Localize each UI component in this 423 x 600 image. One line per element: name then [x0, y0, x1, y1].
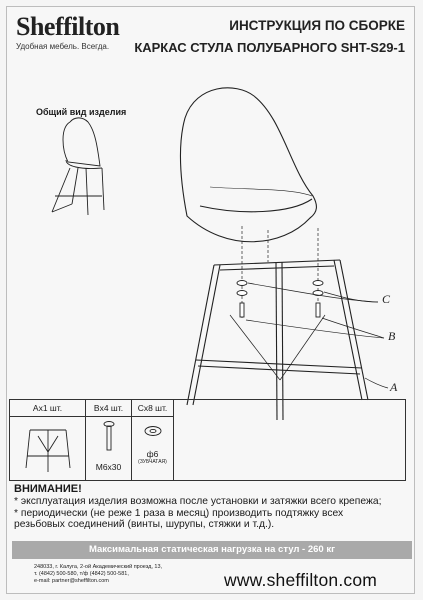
address-line-3: e-mail: partner@sheffilton.com [34, 578, 109, 584]
callout-c: C [382, 292, 391, 306]
bolt-icon [86, 418, 132, 458]
assembly-guides [242, 226, 318, 318]
brand-tagline: Удобная мебель. Всегда. [16, 42, 110, 51]
part-a-cell [10, 400, 86, 480]
chair-shell [180, 88, 316, 242]
washer-icon [132, 420, 174, 444]
washers-c [237, 281, 323, 296]
parts-blank-cell [174, 400, 405, 480]
warning-line-1: * эксплуатация изделия возможна после установки и затяжки всего крепежа; [14, 496, 382, 507]
website-link[interactable]: www.sheffilton.com [224, 570, 378, 590]
washer-note: (ЗУБЧАТАЯ) [138, 459, 167, 465]
part-c-cell [132, 400, 174, 480]
product-title: КАРКАС СТУЛА ПОЛУБАРНОГО SHT-S29-1 [134, 40, 405, 55]
instruction-title: ИНСТРУКЦИЯ ПО СБОРКЕ [229, 18, 405, 33]
bolts-b [240, 303, 320, 317]
part-b-cell [86, 400, 132, 480]
address-line-1: 248033, г. Калуга, 2-ой Академический проезд, 13, [34, 564, 163, 570]
brand-name: Sheffilton [16, 12, 120, 41]
part-c-label: Cx8 шт. [132, 400, 173, 417]
parts-table [9, 399, 406, 481]
callout-b: B [388, 329, 396, 343]
overview-chair-illustration [52, 118, 104, 215]
max-load-banner: Максимальная статическая нагрузка на стул - 260 кг [12, 541, 412, 559]
warning-line-2: * периодически (не реже 1 раза в месяц) производить подтяжку всех [14, 507, 344, 519]
bolt-size: M6x30 [95, 462, 122, 472]
washer-size: ф6 [146, 449, 159, 459]
address-line-2: т. (4842) 500-580, т/ф (4842) 500-581, [34, 571, 129, 577]
callout-a: A [390, 380, 398, 394]
warning-block [14, 483, 409, 531]
company-address [34, 564, 162, 585]
part-a-label: Ax1 шт. [10, 400, 85, 417]
overview-title: Общий вид изделия [36, 107, 127, 117]
warning-title: ВНИМАНИЕ! [14, 483, 82, 495]
warning-line-3: резьбовых соединений (винты, шурупы, стяжки и т.д.). [14, 519, 275, 530]
chair-frame-part-a [187, 260, 368, 420]
part-b-label: Bx4 шт. [86, 400, 131, 417]
part-a-frame-icon [10, 416, 86, 480]
